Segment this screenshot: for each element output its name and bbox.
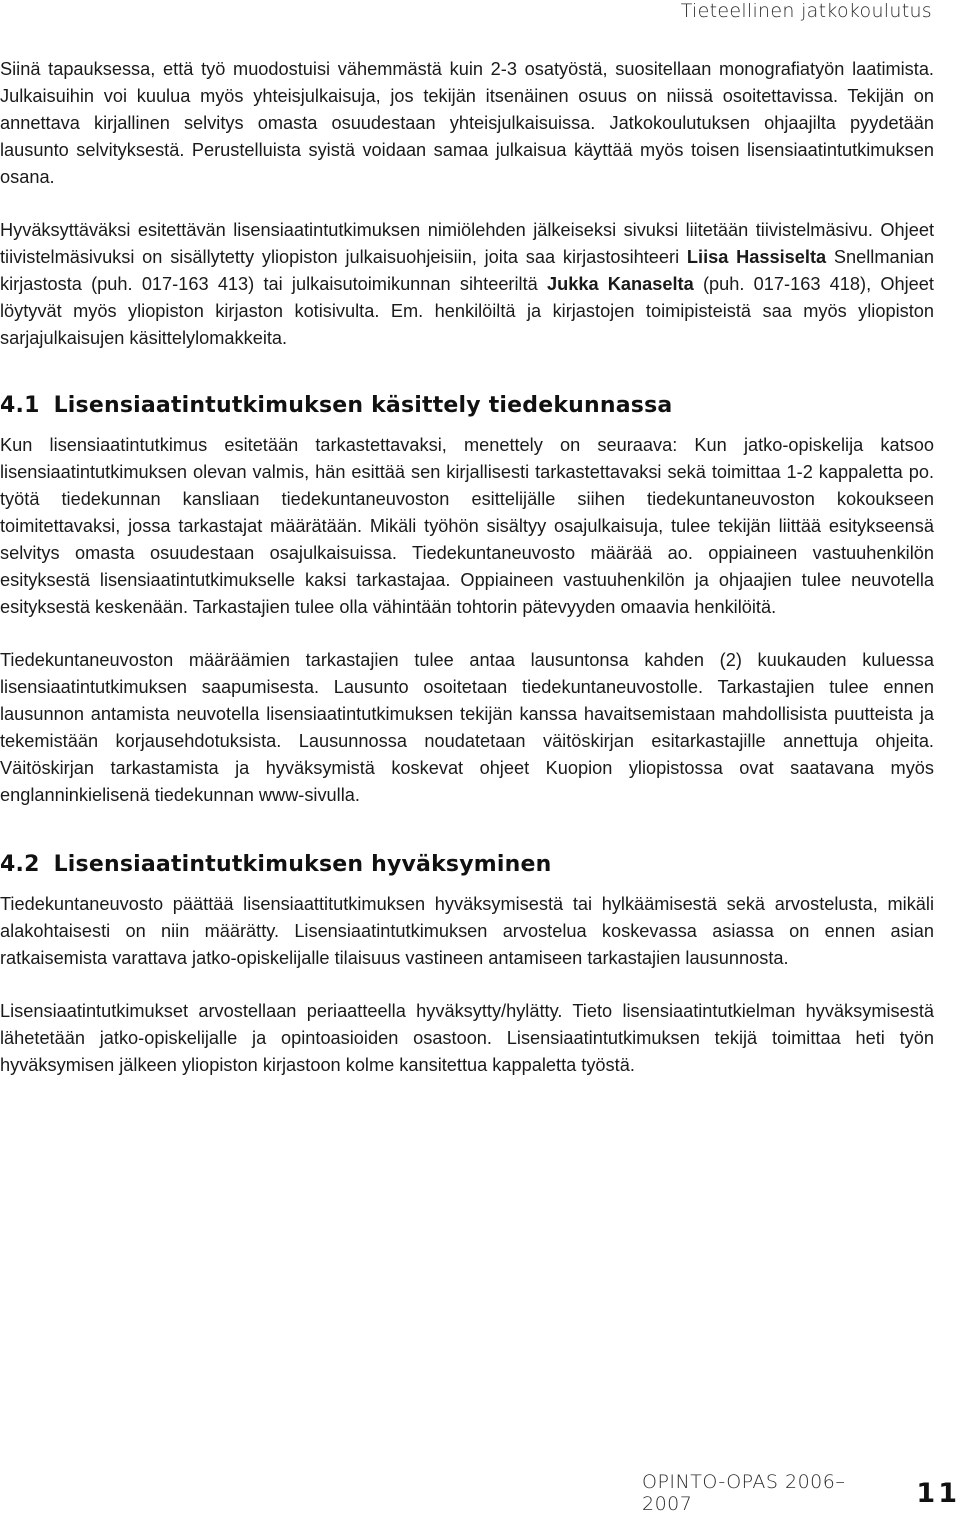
section-4-2-paragraph-2: Lisensiaatintutkimukset arvostellaan periaatteella hyväksytty/hylätty. Tieto lisensiaatintutkielman hyväksymisestä lähetetään jatko-opiskelijalle ja opintoasioiden osastoon. Lisensiaatintutkimuksen tekijä toimittaa heti työn hyväksymisen jälkeen yliopiston kirjastoon kolme kansitettua kappaletta työstä. xyxy=(0,1001,934,1075)
section-heading xyxy=(0,390,934,422)
section-heading xyxy=(0,849,934,881)
section-title: Lisensiaatintutkimuksen käsittely tiedekunnassa xyxy=(53,393,673,418)
section-4-2-paragraph-1: Tiedekuntaneuvosto päättää lisensiaattitutkimuksen hyväksymisestä tai hylkäämisestä sekä arvostelusta, mikäli alakohtaisesti on niin määrätty. Lisensiaatintutkimuksen arvostelua koskevassa asiassa on ennen asian ratkaisemista varattava jatko-opiskelijalle tilaisuus vastineen antamiseen tarkastajien lausunnosta. xyxy=(0,894,934,968)
running-header: Tieteellinen jatkokoulutus xyxy=(680,0,932,22)
section-number: 4.2 xyxy=(0,852,40,877)
contact-name-kananen: Jukka Kanaselta xyxy=(546,274,694,294)
contact-name-hassinen: Liisa Hassiselta xyxy=(686,247,827,267)
page-number: 11 xyxy=(916,1477,960,1509)
section-number: 4.1 xyxy=(0,393,40,418)
section-4-1-paragraph-2: Tiedekuntaneuvoston määräämien tarkastajien tulee antaa lausuntonsa kahden (2) kuukauden kuluessa lisensiaatintutkimuksen saapumisesta. Lausunto osoitetaan tiedekuntaneuvostolle. Tarkastajien tulee ennen lausunnon antamista neuvotella lisensiaatintutkimuksen tekijän kanssa havaitsemistaan mahdollisista puutteista ja tekemistään korjausehdotuksista. Lausunnossa noudatetaan väitöskirjan esitarkastajille annettuja ohjeita. Väitöskirjan tarkastamista ja hyväksymistä koskevat ohjeet Kuopion yliopistossa ovat saatavana myös englanninkielisenä tiedekunnan www-sivulla. xyxy=(0,650,934,805)
section-4-2 xyxy=(0,849,934,1079)
section-title: Lisensiaatintutkimuksen hyväksyminen xyxy=(53,852,552,877)
section-4-1-paragraph-1: Kun lisensiaatintutkimus esitetään tarkastettavaksi, menettely on seuraava: Kun jatko-opiskelija katsoo lisensiaatintutkimuksen olevan valmis, hän esittää sen kirjallisesti tarkastettavaksi sekä toimittaa 1-2 kappaletta po. työtä tiedekunnan kansliaan tiedekuntaneuvoston esittelijälle siihen tiedekuntaneuvoston kokoukseen toimitettavaksi, jossa tarkastajat määrätään. Mikäli työhön sisältyy osajulkaisuja, tulee tekijän liittää esitykseensä selvitys omasta osuudestaan osajulkaisuissa. Tiedekuntaneuvosto määrää ao. oppiaineen vastuuhenkilön esityksestä lisensiaatintutkimukselle kaksi tarkastajaa. Oppiaineen vastuuhenkilön ja ohjaajien tulee neuvotella esityksestä keskenään. Tarkastajien tulee olla vähintään tohtorin pätevyyden omaavia henkilöitä. xyxy=(0,435,934,617)
page-body xyxy=(0,56,934,1079)
paragraph-text: Hyväksyttäväksi esitettävän lisensiaatintutkimuksen nimiölehden jälkeiseksi sivuksi liitetään tiivistelmäsivu. Ohjeet tiivistelmäsivuksi on sisällytetty yliopiston julkaisuohjeisiin, joita saa kirjastosihteeri xyxy=(0,220,934,267)
intro-section xyxy=(0,56,934,352)
intro-paragraph-2 xyxy=(0,217,934,352)
paragraph-text: (puh. 017-163 418), Ohjeet löytyvät myös yliopiston kirjaston kotisivulta. Em. henkilöiltä ja kirjastojen toimipisteistä saa myös yliopiston sarjajulkaisujen käsittelylomakkeita. xyxy=(0,274,934,348)
paragraph-text: Snellmanian kirjastosta (puh. 017-163 413) tai julkaisutoimikunnan sihteeriltä xyxy=(0,247,934,294)
intro-paragraph-1: Siinä tapauksessa, että työ muodostuisi vähemmästä kuin 2-3 osatyöstä, suositellaan monografiatyön laatimista. Julkaisuihin voi kuulua myös yhteisjulkaisuja, jos tekijän itsenäinen osuus on niissä osoitettavissa. Tekijän on annettava kirjallinen selvitys omasta osuudestaan yhteisjulkaisuissa. Jatkokoulutuksen ohjaajilta pyydetään lausunto selvityksestä. Perustelluista syistä voidaan samaa julkaisua käyttää myös toisen lisensiaatintutkimuksen osana. xyxy=(0,59,934,187)
page-footer xyxy=(642,1471,960,1515)
section-4-1 xyxy=(0,390,934,809)
publication-title: OPINTO-OPAS 2006–2007 xyxy=(642,1471,846,1515)
